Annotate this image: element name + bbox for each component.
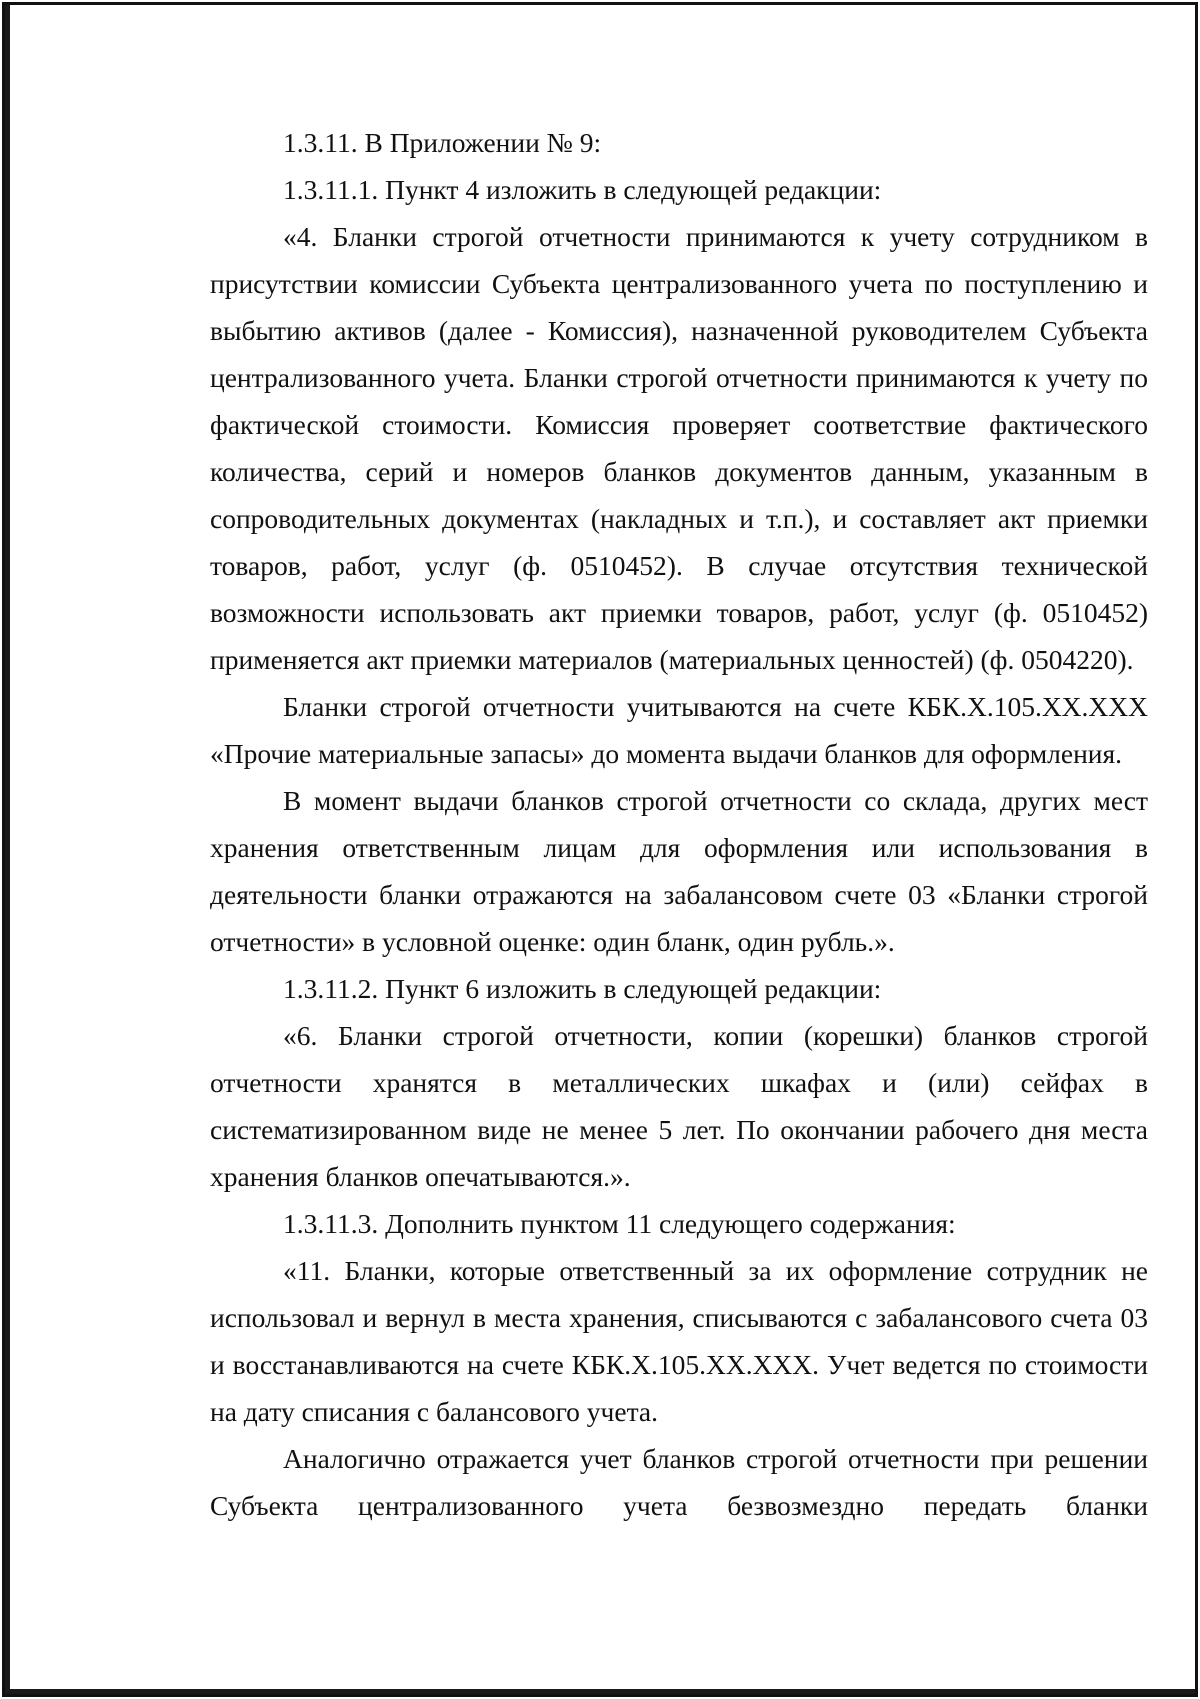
blanks-issue-paragraph: В момент выдачи бланков строгой отчетности со склада, других мест хранения ответственным лицам для оформления или использования в деятельности бланки отражаются на забалансовом счете 03 «Бланки строгой отчетности» в условной оценке: один бланк, один рубль.». [210,785,1148,957]
scan-edge-bottom [5,1689,1195,1694]
clause-item-4-text: «4. Бланки строгой отчетности принимаются к учету сотрудником в присутствии комиссии Субъекта централизованного учета по поступлению и выбытию активов (далее - Комиссия), назначенной руководителем Субъекта централизованного учета. Бланки строгой отчетности принимаются к учету по фактической стоимости. Комиссия проверяет соответствие фактического количества, серий и номеров бланков документов данным, указанным в сопроводительных документах (накладных и т.п.), и составляет акт приемки товаров, работ, услуг (ф. 0510452). В случае отсутствия технической возможности использовать акт приемки товаров, работ, услуг (ф. 0510452) применяется акт приемки материалов (материальных ценностей) (ф. 0504220). [210,221,1148,675]
clause-item-6-text: «6. Бланки строгой отчетности, копии (корешки) бланков строгой отчетности хранятся в металлических шкафах и (или) сейфах в систематизированном виде не менее 5 лет. По окончании рабочего дня места хранения бланков опечатываются.». [210,1020,1148,1192]
blanks-accounting-paragraph: Бланки строгой отчетности учитываются на счете КБК.Х.105.ХХ.ХХХ «Прочие материальные запасы» до момента выдачи бланков для оформления. [210,691,1148,769]
clause-1-3-11-1-heading: 1.3.11.1. Пункт 4 изложить в следующей редакции: [283,174,882,205]
clause-1-3-11-heading: 1.3.11. В Приложении № 9: [283,127,602,158]
clause-1-3-11-3-heading: 1.3.11.3. Дополнить пунктом 11 следующего содержания: [283,1208,956,1239]
analogous-accounting-paragraph: Аналогично отражается учет бланков строгой отчетности при решении Субъекта централизованного учета безвозмездно передать бланки [210,1443,1148,1521]
document-body [210,119,1148,1529]
clause-item-11-text: «11. Бланки, которые ответственный за их оформление сотрудник не использовал и вернул в места хранения, списываются с забалансового счета 03 и восстанавливаются на счете КБК.Х.105.ХХ.ХХХ. Учет ведется по стоимости на дату списания с балансового учета. [210,1255,1148,1427]
document-page [2,2,1198,1697]
scan-edge-left [5,5,10,1694]
clause-1-3-11-2-heading: 1.3.11.2. Пункт 6 изложить в следующей редакции: [283,973,882,1004]
